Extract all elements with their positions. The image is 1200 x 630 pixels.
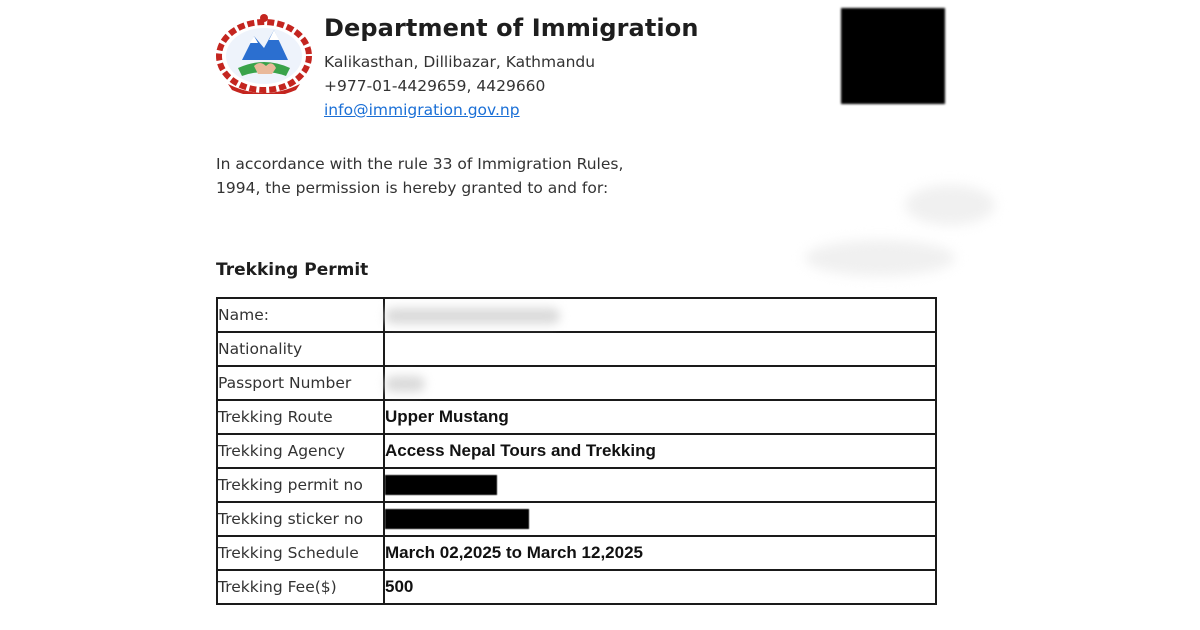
name-value	[384, 298, 936, 332]
table-row	[217, 468, 936, 502]
intro-line: In accordance with the rule 33 of Immigration Rules,	[216, 155, 624, 173]
nationality-value	[384, 332, 936, 366]
schedule-value: March 02,2025 to March 12,2025	[385, 543, 643, 562]
permit-no-value	[384, 468, 936, 502]
redacted-sticker-no	[385, 509, 529, 529]
route-label: Trekking Route	[217, 400, 384, 434]
table-row	[217, 298, 936, 332]
redacted-permit-no	[385, 475, 497, 495]
sticker-no-value	[384, 502, 936, 536]
schedule-label: Trekking Schedule	[217, 536, 384, 570]
nationality-label: Nationality	[217, 332, 384, 366]
fee-value: 500	[385, 577, 414, 596]
name-label: Name:	[217, 298, 384, 332]
passport-value	[384, 366, 936, 400]
permit-heading: Trekking Permit	[216, 260, 369, 280]
redacted-photo	[841, 8, 945, 104]
government-emblem	[214, 10, 314, 94]
table-row	[217, 502, 936, 536]
route-value: Upper Mustang	[385, 407, 509, 426]
table-row	[217, 366, 936, 400]
department-phone: +977-01-4429659, 4429660	[324, 77, 546, 95]
agency-value: Access Nepal Tours and Trekking	[385, 441, 656, 460]
department-address: Kalikasthan, Dillibazar, Kathmandu	[324, 53, 596, 71]
redacted-passport	[385, 376, 425, 392]
intro-paragraph	[216, 153, 623, 200]
table-row	[217, 332, 936, 366]
table-row	[217, 570, 936, 604]
table-row	[217, 434, 936, 468]
redacted-name	[385, 308, 560, 324]
header-block	[324, 14, 699, 122]
intro-line: 1994, the permission is hereby granted to and for:	[216, 178, 609, 197]
department-title: Department of Immigration	[324, 14, 699, 42]
permit-table	[216, 297, 937, 605]
smudge-mark	[805, 240, 955, 276]
passport-label: Passport Number	[217, 366, 384, 400]
smudge-mark	[905, 185, 995, 225]
sticker-no-label: Trekking sticker no	[217, 502, 384, 536]
permit-no-label: Trekking permit no	[217, 468, 384, 502]
table-row	[217, 400, 936, 434]
department-email-link[interactable]: info@immigration.gov.np	[324, 101, 520, 119]
fee-label: Trekking Fee($)	[217, 570, 384, 604]
agency-label: Trekking Agency	[217, 434, 384, 468]
table-row	[217, 536, 936, 570]
